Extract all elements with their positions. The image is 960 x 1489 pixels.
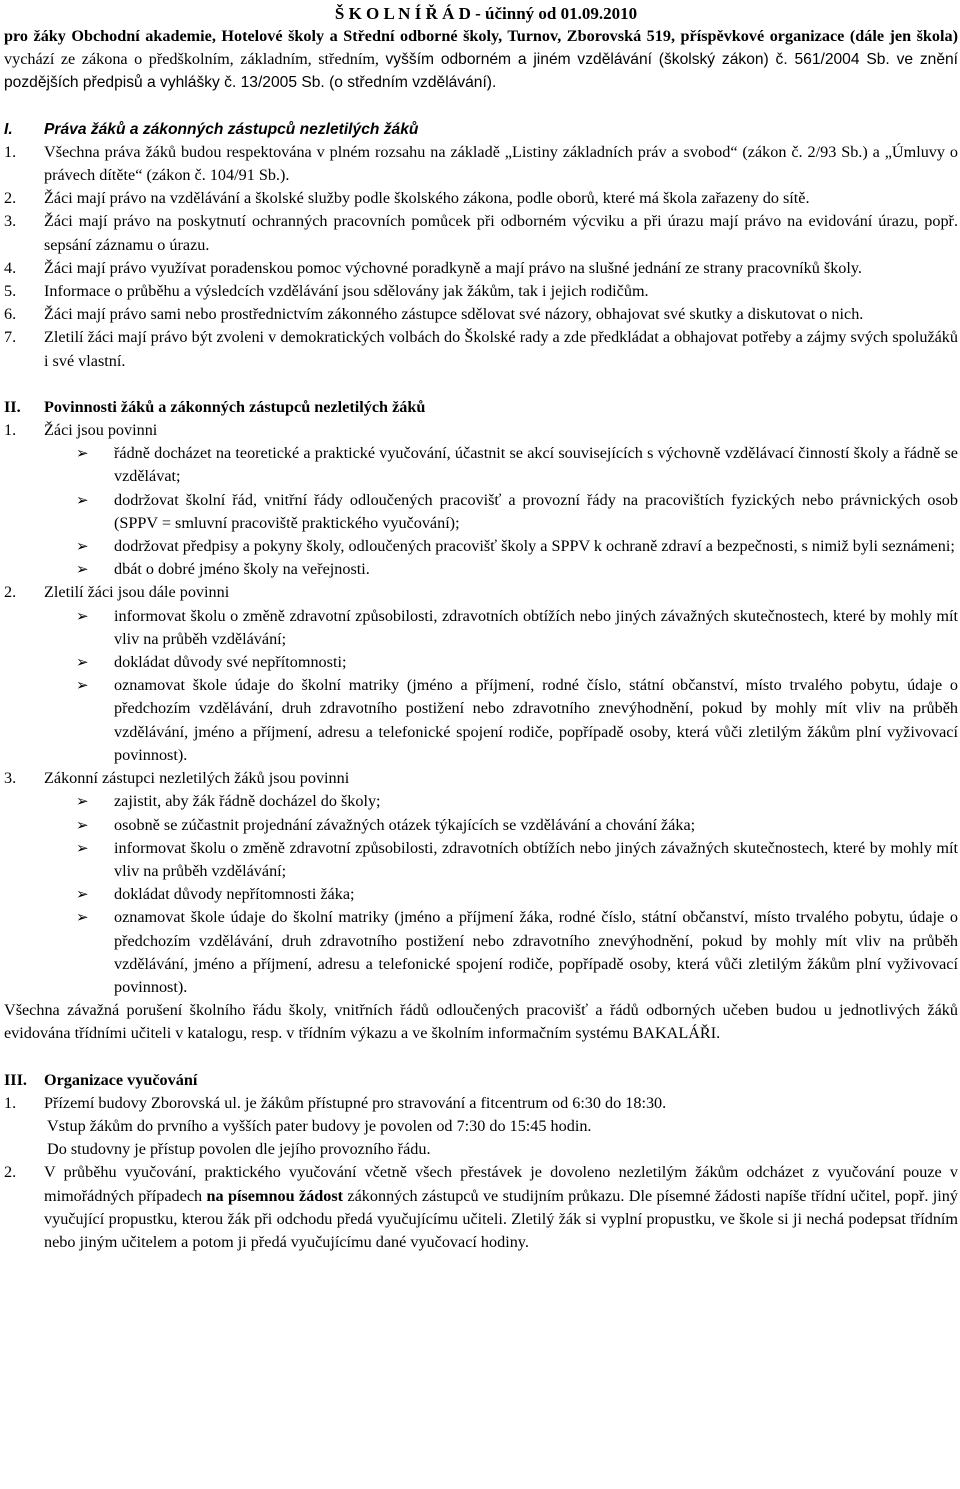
item-number: 6. — [4, 305, 17, 324]
closing-paragraph: Všechna závažná porušení školního řádu školy, vnitřních řádů odloučených pracovišť a řádů odborných učeben budou u jednotlivých žáků evidována třídními učiteli v katalogu, resp. v třídním výkazu a ve školním informačním systému BAKALÁŘI. — [4, 1001, 958, 1043]
section-1-numeral: I. — [4, 120, 13, 138]
section-2-title: Povinnosti žáků a zákonných zástupců nezletilých žáků — [44, 397, 426, 416]
item-text: Žáci jsou povinni — [44, 421, 158, 440]
intro-paragraph — [4, 25, 958, 95]
item-text: Žáci mají právo na poskytnutí ochranných pracovních pomůcek při odborném výcviku a při úrazu mají právo na evidování úrazu, popř. sepsání záznamu o úrazu. — [44, 212, 958, 254]
rights-item — [4, 187, 958, 210]
section-3-title: Organizace vyučování — [44, 1070, 198, 1089]
item-number: 2. — [4, 1163, 17, 1182]
bullet-item — [76, 489, 958, 535]
item-text: Informace o průběhu a výsledcích vzdělávání jsou sdělovány jak žákům, tak i jejich rodičům. — [44, 282, 649, 301]
bullet-text: dokládat důvody nepřítomnosti žáka; — [114, 885, 355, 904]
document-title: Š K O L N Í Ř Á D - účinný od 01.09.2010 — [334, 4, 638, 23]
bullet-item — [76, 651, 958, 674]
item-number: 2. — [4, 189, 17, 208]
organization-item — [4, 1161, 958, 1254]
bullet-text: řádně docházet na teoretické a praktické vyučování, účastnit se akcí souvisejících s výchovně vzdělávací činností školy a řádně se vzdělávat; — [114, 444, 958, 486]
rights-item — [4, 257, 958, 280]
bullet-list — [76, 790, 958, 999]
arrow-bullet-icon: ➢ — [76, 490, 89, 509]
arrow-bullet-icon: ➢ — [76, 838, 89, 857]
arrow-bullet-icon: ➢ — [76, 676, 89, 695]
duties-group — [4, 581, 958, 604]
item-number: 1. — [4, 142, 17, 161]
bullet-text: dodržovat předpisy a pokyny školy, odloučených pracovišť školy a SPPV k ochraně zdraví a bezpečnosti, s nimiž byli seznámeni; — [114, 537, 955, 556]
bullet-text: informovat školu o změně zdravotní způsobilosti, zdravotních obtížích nebo jiných závažných skutečnostech, které by mohly mít vliv na průběh vzdělávání; — [114, 838, 958, 880]
rights-item — [4, 210, 958, 256]
arrow-bullet-icon: ➢ — [76, 444, 89, 463]
item-number: 1. — [4, 1093, 17, 1112]
section-1-heading — [4, 118, 958, 141]
rights-item — [4, 141, 958, 187]
intro-law-reference: vyšším odborném a jiném vzdělávání (školský zákon) č. 561/2004 Sb. ve znění pozdějších předpisů a vyhlášky č. 13/2005 Sb. (o středním vzdělávání). — [4, 51, 958, 92]
item-text: Přízemí budovy Zborovská ul. je žákům přístupné pro stravování a fitcentrum od 6:30 do 18:30. — [44, 1093, 667, 1112]
arrow-bullet-icon: ➢ — [76, 537, 89, 556]
spacer — [4, 1046, 958, 1069]
item-text: Zákonní zástupci nezletilých žáků jsou povinni — [44, 769, 350, 788]
bullet-item — [76, 837, 958, 883]
spacer — [4, 373, 958, 396]
item-subline: Vstup žákům do prvního a vyšších pater budovy je povolen od 7:30 do 15:45 hodin. — [47, 1116, 592, 1135]
item-text-part: zákonných zástupců ve studijním průkazu. Dle písemné žádosti napíše třídní učitel, popř. jiný vyučující propustku, kterou žák při odchodu předá vyučujícímu učiteli. Zletilý žák si vyplní propustku, ve škole si ji nechá podepsat třídním nebo jiným učitelem a potom ji předá vyučujícímu dané vyučovací hodiny. — [44, 1186, 958, 1251]
bullet-item — [76, 814, 958, 837]
bullet-text: dodržovat školní řád, vnitřní řády odloučených pracovišť a provozní řády na pracovištích fyzických nebo právnických osob (SPPV = smluvní pracoviště praktického vyučování); — [114, 490, 958, 532]
organization-item — [4, 1092, 958, 1115]
spacer — [4, 95, 958, 118]
item-number: 1. — [4, 421, 17, 440]
section-1-title: Práva žáků a zákonných zástupců nezletilých žáků — [44, 120, 419, 138]
duties-group — [4, 419, 958, 442]
bullet-item — [76, 790, 958, 813]
bullet-text: dokládat důvody své nepřítomnosti; — [114, 653, 347, 672]
section-2-heading — [4, 396, 958, 419]
item-text: Všechna práva žáků budou respektována v plném rozsahu na základě „Listiny základních práv a svobod“ (zákon č. 2/93 Sb.) a „Úmluvy o právech dítěte“ (zákon č. 104/91 Sb.). — [44, 142, 958, 185]
arrow-bullet-icon: ➢ — [76, 560, 89, 579]
item-number: 4. — [4, 258, 17, 277]
arrow-bullet-icon: ➢ — [76, 885, 89, 904]
rights-item — [4, 326, 958, 372]
bullet-text: dbát o dobré jméno školy na veřejnosti. — [114, 560, 370, 579]
document-page — [4, 2, 958, 1254]
section-3-numeral: III. — [4, 1070, 27, 1089]
item-text: Zletilí žáci jsou dále povinni — [44, 583, 230, 602]
duties-group — [4, 767, 958, 790]
rights-item — [4, 303, 958, 326]
item-text-part: V průběhu vyučování, praktického vyučování včetně všech přestávek je dovoleno nezletilým žákům odcházet z vyučování pouze v mimořádných případech — [44, 1163, 958, 1205]
bullet-item — [76, 906, 958, 999]
section-2-numeral: II. — [4, 397, 21, 416]
bullet-item — [76, 535, 958, 558]
item-text: Žáci mají právo sami nebo prostřednictvím zákonného zástupce sdělovat své názory, obhajovat své skutky a diskutovat o nich. — [44, 305, 864, 324]
item-text: Žáci mají právo na vzdělávání a školské služby podle školského zákona, podle oborů, které má škola zařazeny do sítě. — [44, 189, 810, 208]
bullet-list — [76, 605, 958, 767]
item-text-emphasis: na písemnou žádost — [206, 1186, 344, 1205]
bullet-text: zajistit, aby žák řádně docházel do školy; — [114, 792, 381, 811]
item-subline: Do studovny je přístup povolen dle jejího provozního řádu. — [47, 1140, 431, 1159]
bullet-item — [76, 605, 958, 651]
section-3-heading — [4, 1069, 958, 1092]
item-text — [44, 1161, 958, 1254]
intro-text: vychází ze zákona o předškolním, základním, středním, — [4, 50, 379, 69]
bullet-item — [76, 558, 958, 581]
item-number: 3. — [4, 769, 17, 788]
item-text: Žáci mají právo využívat poradenskou pomoc výchovné poradkyně a mají právo na slušné jednání ze strany pracovníků školy. — [44, 258, 862, 277]
arrow-bullet-icon: ➢ — [76, 653, 89, 672]
item-number: 2. — [4, 583, 17, 602]
rights-item — [4, 280, 958, 303]
bullet-text: osobně se zúčastnit projednání závažných otázek týkajících se vzdělávání a chování žáka; — [114, 815, 696, 834]
bullet-item — [76, 674, 958, 767]
intro-school-name: pro žáky Obchodní akademie, Hotelové školy a Střední odborné školy, Turnov, Zborovská 519, příspěvkové organizace (dále jen škola) — [4, 27, 958, 45]
item-text: Zletilí žáci mají právo být zvoleni v demokratických volbách do Školské rady a zde předkládat a obhajovat potřeby a zájmy svých spolužáků i své vlastní. — [44, 328, 958, 370]
item-number: 7. — [4, 328, 17, 347]
bullet-text: informovat školu o změně zdravotní způsobilosti, zdravotních obtížích nebo jiných závažných skutečnostech, které by mohly mít vliv na průběh vzdělávání; — [114, 606, 958, 648]
arrow-bullet-icon: ➢ — [76, 815, 89, 834]
arrow-bullet-icon: ➢ — [76, 908, 89, 927]
arrow-bullet-icon: ➢ — [76, 792, 89, 811]
bullet-item — [76, 883, 958, 906]
bullet-item — [76, 442, 958, 488]
item-number: 3. — [4, 212, 17, 231]
bullet-text: oznamovat škole údaje do školní matriky (jméno a příjmení žáka, rodné číslo, státní občanství, místo trvalého pobytu, údaje o předchozím vzdělávání, druh zdravotního postižení nebo zdravotního znevýhodnění, pokud by mohly mít vliv na průběh vzdělávání, jméno a příjmení, adresu a telefonické spojení rodiče, popřípadě osoby, která vůči zletilým žákům plní vyživovací povinnost). — [114, 908, 958, 996]
bullet-list — [76, 442, 958, 581]
arrow-bullet-icon: ➢ — [76, 606, 89, 625]
item-number: 5. — [4, 282, 17, 301]
bullet-text: oznamovat škole údaje do školní matriky (jméno a příjmení, rodné číslo, státní občanství, místo trvalého pobytu, údaje o předchozím vzdělávání, druh zdravotního postižení nebo zdravotního znevýhodnění, pokud by mohly mít vliv na průběh vzdělávání, jméno a příjmení, adresu a telefonické spojení rodiče, popřípadě osoby, která vůči zletilým žákům plní vyživovací povinnost). — [114, 676, 958, 764]
